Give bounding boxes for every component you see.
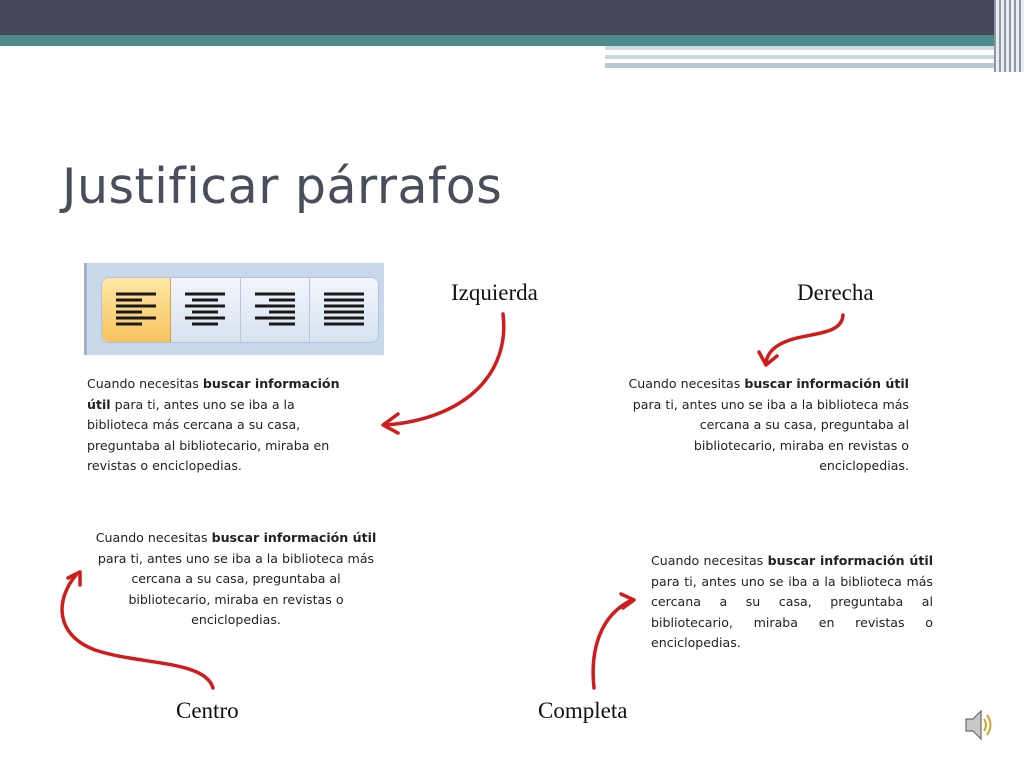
paragraph-left-text-bold: buscar información útil	[87, 376, 340, 412]
paragraph-justified-text-start: Cuando necesitas	[651, 553, 768, 568]
paragraph-left-text-start: Cuando necesitas	[87, 376, 203, 391]
paragraph-right-text-bold: buscar información útil	[744, 376, 909, 391]
arrow-justify-label	[593, 600, 632, 688]
paragraph-justified-text-bold: buscar información útil	[767, 553, 934, 568]
paragraph-center-text-bold: buscar información útil	[211, 530, 377, 545]
label-justify: Completa	[538, 698, 628, 723]
arrow-center-label	[62, 575, 213, 688]
slide-title: Justificar párrafos	[62, 158, 503, 215]
label-left: Izquierda	[451, 280, 538, 305]
paragraph-center-text-start: Cuando necesitas	[95, 530, 212, 545]
paragraph-center-text-end: para ti, antes uno se iba a la biblioteca más cercana a su casa, preguntaba al bibliotecario, miraba en revistas o enciclopedias.	[97, 550, 375, 627]
paragraph-left-text-end: para ti, antes uno se iba a la biblioteca más cercana a su casa, preguntaba al bibliotecario, miraba en revistas o enciclopedias.	[87, 396, 330, 473]
label-center: Centro	[176, 698, 239, 723]
paragraph-right-text-start: Cuando necesitas	[628, 376, 745, 391]
speaker-icon[interactable]	[963, 705, 995, 745]
arrow-left-label	[386, 314, 504, 425]
paragraph-justified-text-end: para ti, antes uno se iba a la biblioteca más cercana a su casa, preguntaba al bibliotecario, miraba en revistas o enciclopedias.	[651, 573, 933, 650]
paragraph-right-text-end: para ti, antes uno se iba a la biblioteca más cercana a su casa, preguntaba al bibliotecario, miraba en revistas o enciclopedias.	[632, 396, 909, 473]
label-right: Derecha	[797, 280, 874, 305]
